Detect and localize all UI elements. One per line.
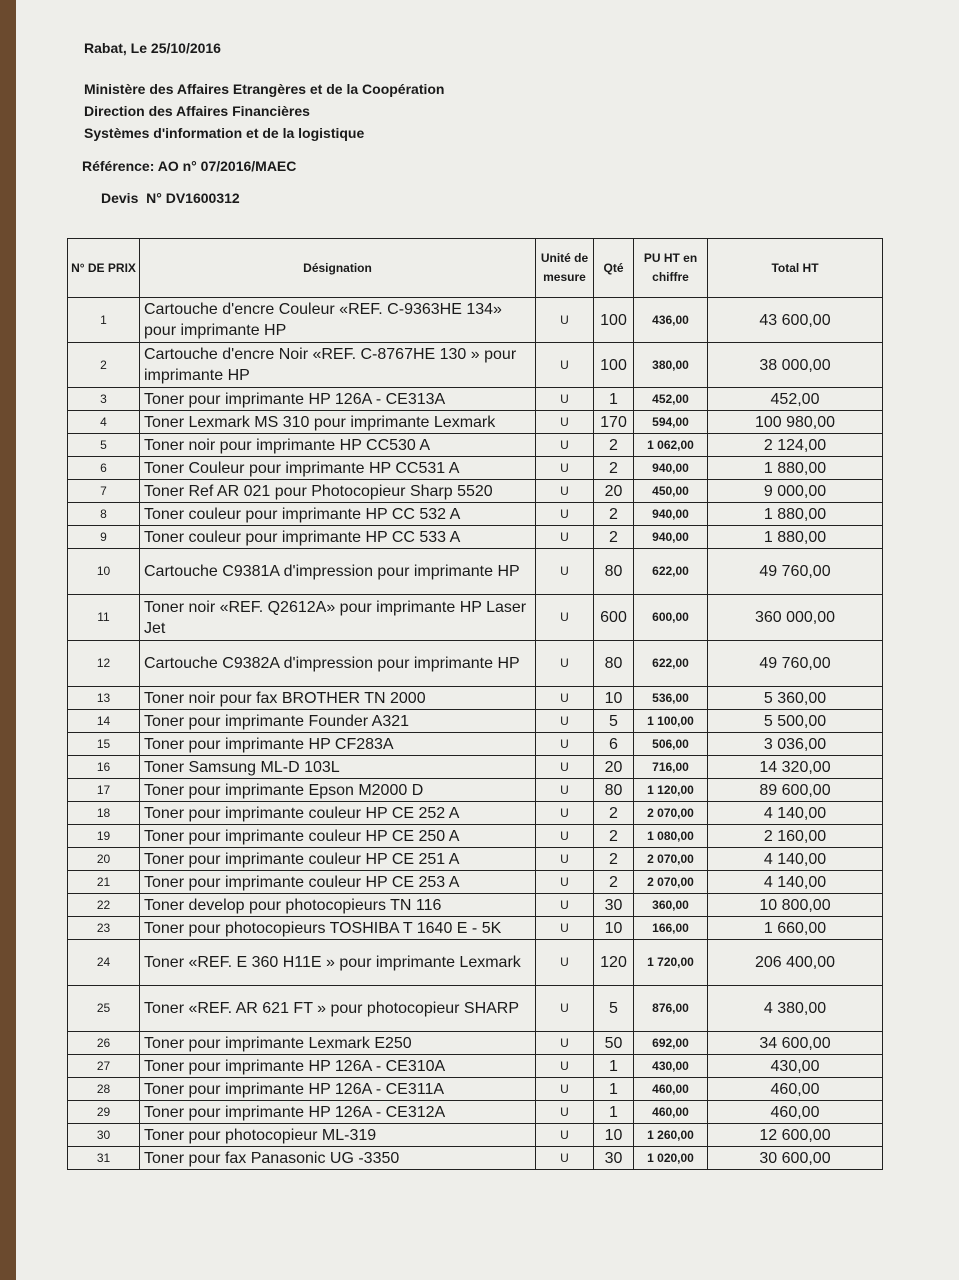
- row-unit: U: [536, 457, 594, 480]
- row-designation: Toner pour imprimante Lexmark E250: [140, 1032, 536, 1055]
- row-number: 24: [68, 940, 140, 986]
- row-number: 1: [68, 298, 140, 343]
- row-unit-price: 622,00: [634, 549, 708, 595]
- row-total: 430,00: [708, 1055, 883, 1078]
- row-number: 4: [68, 411, 140, 434]
- row-designation: Toner pour imprimante Epson M2000 D: [140, 779, 536, 802]
- row-unit-price: 506,00: [634, 733, 708, 756]
- row-quantity: 1: [594, 1078, 634, 1101]
- row-quantity: 80: [594, 549, 634, 595]
- row-unit: U: [536, 733, 594, 756]
- row-total: 89 600,00: [708, 779, 883, 802]
- row-unit-price: 436,00: [634, 298, 708, 343]
- row-unit: U: [536, 388, 594, 411]
- table-row: [68, 595, 883, 641]
- row-unit: U: [536, 549, 594, 595]
- table-row: [68, 1124, 883, 1147]
- row-total: 100 980,00: [708, 411, 883, 434]
- row-quantity: 100: [594, 343, 634, 388]
- row-number: 29: [68, 1101, 140, 1124]
- row-designation: Toner pour imprimante couleur HP CE 252 A: [140, 802, 536, 825]
- row-total: 9 000,00: [708, 480, 883, 503]
- row-unit-price: 940,00: [634, 457, 708, 480]
- table-row: [68, 457, 883, 480]
- row-designation: Toner pour imprimante Founder A321: [140, 710, 536, 733]
- row-total: 1 880,00: [708, 503, 883, 526]
- row-total: 5 360,00: [708, 687, 883, 710]
- table-row: [68, 1101, 883, 1124]
- row-number: 30: [68, 1124, 140, 1147]
- row-designation: Toner pour imprimante HP 126A - CE310A: [140, 1055, 536, 1078]
- row-number: 19: [68, 825, 140, 848]
- row-number: 28: [68, 1078, 140, 1101]
- table-row: [68, 343, 883, 388]
- row-unit: U: [536, 848, 594, 871]
- row-total: 4 140,00: [708, 871, 883, 894]
- row-designation: Toner couleur pour imprimante HP CC 533 A: [140, 526, 536, 549]
- address-line-direction: Direction des Affaires Financières: [84, 103, 310, 119]
- row-quantity: 2: [594, 802, 634, 825]
- row-unit-price: 2 070,00: [634, 848, 708, 871]
- row-unit-price: 430,00: [634, 1055, 708, 1078]
- row-number: 3: [68, 388, 140, 411]
- row-unit-price: 1 020,00: [634, 1147, 708, 1170]
- row-unit: U: [536, 1124, 594, 1147]
- row-unit: U: [536, 1147, 594, 1170]
- row-designation: Toner pour imprimante couleur HP CE 250 A: [140, 825, 536, 848]
- row-unit-price: 692,00: [634, 1032, 708, 1055]
- row-quantity: 120: [594, 940, 634, 986]
- row-unit-price: 460,00: [634, 1101, 708, 1124]
- row-total: 12 600,00: [708, 1124, 883, 1147]
- row-total: 4 140,00: [708, 848, 883, 871]
- row-designation: Toner «REF. AR 621 FT » pour photocopieur SHARP: [140, 986, 536, 1032]
- row-designation: Toner pour imprimante couleur HP CE 251 A: [140, 848, 536, 871]
- row-unit: U: [536, 894, 594, 917]
- recipient-address: [84, 78, 444, 144]
- row-unit-price: 1 080,00: [634, 825, 708, 848]
- row-total: 30 600,00: [708, 1147, 883, 1170]
- table-row: [68, 549, 883, 595]
- row-number: 31: [68, 1147, 140, 1170]
- row-unit-price: 716,00: [634, 756, 708, 779]
- row-quantity: 30: [594, 894, 634, 917]
- table-row: [68, 871, 883, 894]
- col-header-designation: Désignation: [140, 239, 536, 298]
- row-designation: Toner Couleur pour imprimante HP CC531 A: [140, 457, 536, 480]
- row-designation: Toner pour imprimante HP 126A - CE313A: [140, 388, 536, 411]
- quote-table: [67, 238, 883, 1170]
- row-number: 14: [68, 710, 140, 733]
- row-unit: U: [536, 779, 594, 802]
- row-unit-price: 360,00: [634, 894, 708, 917]
- row-unit-price: 940,00: [634, 526, 708, 549]
- row-total: 34 600,00: [708, 1032, 883, 1055]
- row-designation: Cartouche C9381A d'impression pour imprimante HP: [140, 549, 536, 595]
- row-unit: U: [536, 825, 594, 848]
- row-designation: Cartouche d'encre Noir «REF. C-8767HE 130 » pour imprimante HP: [140, 343, 536, 388]
- col-header-num: N° DE PRIX: [68, 239, 140, 298]
- row-unit: U: [536, 802, 594, 825]
- row-unit: U: [536, 710, 594, 733]
- row-unit-price: 1 720,00: [634, 940, 708, 986]
- row-total: 2 160,00: [708, 825, 883, 848]
- table-row: [68, 411, 883, 434]
- address-line-ministry: Ministère des Affaires Etrangères et de la Coopération: [84, 81, 445, 97]
- row-quantity: 6: [594, 733, 634, 756]
- row-designation: Toner pour imprimante HP 126A - CE311A: [140, 1078, 536, 1101]
- row-number: 7: [68, 480, 140, 503]
- table-row: [68, 526, 883, 549]
- row-total: 14 320,00: [708, 756, 883, 779]
- row-quantity: 2: [594, 848, 634, 871]
- row-quantity: 10: [594, 917, 634, 940]
- row-quantity: 5: [594, 710, 634, 733]
- row-total: 43 600,00: [708, 298, 883, 343]
- row-designation: Toner pour imprimante couleur HP CE 253 A: [140, 871, 536, 894]
- row-quantity: 100: [594, 298, 634, 343]
- row-total: 360 000,00: [708, 595, 883, 641]
- row-total: 1 880,00: [708, 526, 883, 549]
- table-row: [68, 848, 883, 871]
- table-row: [68, 480, 883, 503]
- row-unit-price: 2 070,00: [634, 802, 708, 825]
- table-header-row: [68, 239, 883, 298]
- table-row: [68, 940, 883, 986]
- table-row: [68, 1147, 883, 1170]
- row-unit-price: 166,00: [634, 917, 708, 940]
- row-unit: U: [536, 986, 594, 1032]
- row-designation: Toner pour photocopieur ML-319: [140, 1124, 536, 1147]
- date-line: Rabat, Le 25/10/2016: [84, 40, 221, 56]
- reference-line: Référence: AO n° 07/2016/MAEC: [82, 158, 297, 174]
- row-unit-price: 594,00: [634, 411, 708, 434]
- row-quantity: 50: [594, 1032, 634, 1055]
- table-body: [68, 298, 883, 1170]
- row-unit: U: [536, 595, 594, 641]
- row-quantity: 600: [594, 595, 634, 641]
- row-designation: Cartouche C9382A d'impression pour imprimante HP: [140, 641, 536, 687]
- row-unit: U: [536, 503, 594, 526]
- row-unit: U: [536, 411, 594, 434]
- col-header-qty: Qté: [594, 239, 634, 298]
- table-row: [68, 687, 883, 710]
- row-quantity: 20: [594, 756, 634, 779]
- row-quantity: 1: [594, 388, 634, 411]
- row-unit-price: 380,00: [634, 343, 708, 388]
- row-unit: U: [536, 940, 594, 986]
- row-number: 16: [68, 756, 140, 779]
- row-unit-price: 450,00: [634, 480, 708, 503]
- table-row: [68, 1078, 883, 1101]
- row-unit: U: [536, 480, 594, 503]
- row-total: 1 880,00: [708, 457, 883, 480]
- row-quantity: 10: [594, 1124, 634, 1147]
- row-designation: Toner Samsung ML-D 103L: [140, 756, 536, 779]
- row-number: 27: [68, 1055, 140, 1078]
- row-unit: U: [536, 1078, 594, 1101]
- table-row: [68, 434, 883, 457]
- row-total: 1 660,00: [708, 917, 883, 940]
- row-quantity: 10: [594, 687, 634, 710]
- row-designation: Toner pour imprimante HP 126A - CE312A: [140, 1101, 536, 1124]
- row-unit-price: 622,00: [634, 641, 708, 687]
- row-unit: U: [536, 1055, 594, 1078]
- row-total: 460,00: [708, 1078, 883, 1101]
- table-row: [68, 986, 883, 1032]
- table-row: [68, 388, 883, 411]
- row-number: 21: [68, 871, 140, 894]
- row-unit: U: [536, 917, 594, 940]
- row-unit: U: [536, 871, 594, 894]
- row-quantity: 2: [594, 503, 634, 526]
- row-designation: Toner «REF. E 360 H11E » pour imprimante Lexmark: [140, 940, 536, 986]
- row-designation: Toner couleur pour imprimante HP CC 532 A: [140, 503, 536, 526]
- row-unit-price: 1 062,00: [634, 434, 708, 457]
- row-quantity: 30: [594, 1147, 634, 1170]
- col-header-pu: PU HT en chiffre: [634, 239, 708, 298]
- row-designation: Toner Lexmark MS 310 pour imprimante Lexmark: [140, 411, 536, 434]
- row-unit-price: 1 100,00: [634, 710, 708, 733]
- row-number: 6: [68, 457, 140, 480]
- table-row: [68, 503, 883, 526]
- row-quantity: 2: [594, 825, 634, 848]
- row-unit: U: [536, 1032, 594, 1055]
- row-designation: Toner pour imprimante HP CF283A: [140, 733, 536, 756]
- row-total: 38 000,00: [708, 343, 883, 388]
- row-quantity: 1: [594, 1055, 634, 1078]
- row-total: 10 800,00: [708, 894, 883, 917]
- row-designation: Toner pour fax Panasonic UG -3350: [140, 1147, 536, 1170]
- row-total: 4 380,00: [708, 986, 883, 1032]
- table-row: [68, 710, 883, 733]
- row-unit: U: [536, 434, 594, 457]
- table-row: [68, 1032, 883, 1055]
- row-total: 206 400,00: [708, 940, 883, 986]
- row-number: 22: [68, 894, 140, 917]
- row-quantity: 80: [594, 779, 634, 802]
- row-designation: Toner develop pour photocopieurs TN 116: [140, 894, 536, 917]
- row-unit-price: 876,00: [634, 986, 708, 1032]
- row-unit: U: [536, 1101, 594, 1124]
- row-number: 15: [68, 733, 140, 756]
- table-row: [68, 802, 883, 825]
- row-quantity: 5: [594, 986, 634, 1032]
- row-total: 460,00: [708, 1101, 883, 1124]
- row-designation: Toner noir pour fax BROTHER TN 2000: [140, 687, 536, 710]
- row-total: 49 760,00: [708, 641, 883, 687]
- row-unit-price: 452,00: [634, 388, 708, 411]
- row-quantity: 170: [594, 411, 634, 434]
- row-total: 49 760,00: [708, 549, 883, 595]
- row-unit: U: [536, 687, 594, 710]
- row-number: 25: [68, 986, 140, 1032]
- row-total: 2 124,00: [708, 434, 883, 457]
- table-row: [68, 641, 883, 687]
- row-number: 20: [68, 848, 140, 871]
- table-row: [68, 779, 883, 802]
- table-row: [68, 894, 883, 917]
- row-quantity: 20: [594, 480, 634, 503]
- table-row: [68, 1055, 883, 1078]
- row-unit-price: 1 260,00: [634, 1124, 708, 1147]
- col-header-total: Total HT: [708, 239, 883, 298]
- row-designation: Toner noir «REF. Q2612A» pour imprimante HP Laser Jet: [140, 595, 536, 641]
- row-total: 452,00: [708, 388, 883, 411]
- row-number: 23: [68, 917, 140, 940]
- row-number: 11: [68, 595, 140, 641]
- row-unit: U: [536, 343, 594, 388]
- row-number: 17: [68, 779, 140, 802]
- row-unit-price: 2 070,00: [634, 871, 708, 894]
- row-designation: Toner noir pour imprimante HP CC530 A: [140, 434, 536, 457]
- row-unit-price: 536,00: [634, 687, 708, 710]
- row-unit-price: 600,00: [634, 595, 708, 641]
- row-quantity: 1: [594, 1101, 634, 1124]
- row-quantity: 2: [594, 871, 634, 894]
- row-quantity: 2: [594, 526, 634, 549]
- row-number: 5: [68, 434, 140, 457]
- row-total: 3 036,00: [708, 733, 883, 756]
- row-unit-price: 1 120,00: [634, 779, 708, 802]
- table-row: [68, 756, 883, 779]
- row-designation: Cartouche d'encre Couleur «REF. C-9363HE 134» pour imprimante HP: [140, 298, 536, 343]
- table-row: [68, 825, 883, 848]
- row-number: 26: [68, 1032, 140, 1055]
- row-number: 10: [68, 549, 140, 595]
- row-designation: Toner pour photocopieurs TOSHIBA T 1640 E - 5K: [140, 917, 536, 940]
- devis-number: Devis N° DV1600312: [101, 190, 240, 206]
- row-unit-price: 460,00: [634, 1078, 708, 1101]
- row-quantity: 2: [594, 457, 634, 480]
- row-designation: Toner Ref AR 021 pour Photocopieur Sharp 5520: [140, 480, 536, 503]
- row-number: 13: [68, 687, 140, 710]
- row-total: 5 500,00: [708, 710, 883, 733]
- row-unit-price: 940,00: [634, 503, 708, 526]
- row-quantity: 80: [594, 641, 634, 687]
- row-unit: U: [536, 756, 594, 779]
- row-number: 9: [68, 526, 140, 549]
- row-number: 2: [68, 343, 140, 388]
- row-total: 4 140,00: [708, 802, 883, 825]
- table-row: [68, 298, 883, 343]
- row-unit: U: [536, 641, 594, 687]
- row-number: 8: [68, 503, 140, 526]
- address-line-department: Systèmes d'information et de la logistique: [84, 125, 365, 141]
- row-quantity: 2: [594, 434, 634, 457]
- col-header-unit: Unité de mesure: [536, 239, 594, 298]
- row-unit: U: [536, 526, 594, 549]
- row-number: 12: [68, 641, 140, 687]
- table-row: [68, 733, 883, 756]
- row-number: 18: [68, 802, 140, 825]
- table-row: [68, 917, 883, 940]
- row-unit: U: [536, 298, 594, 343]
